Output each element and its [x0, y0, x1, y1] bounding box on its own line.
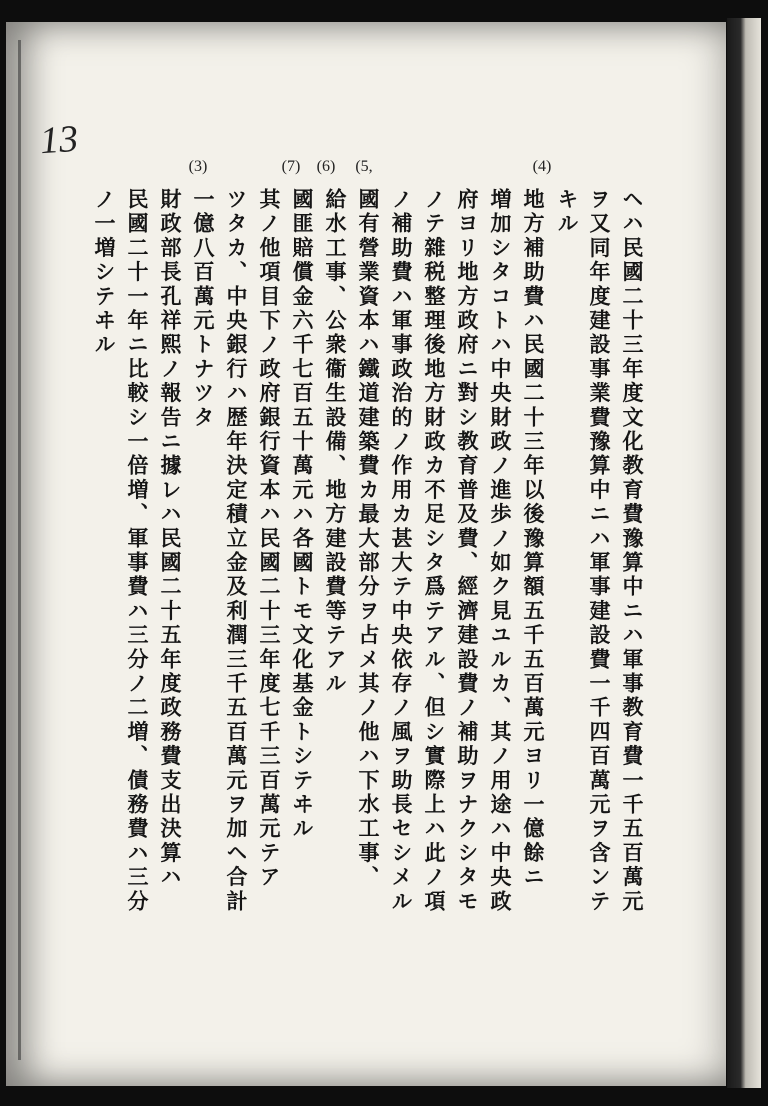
text-column: ヘハ民國二十三年度文化教育費豫算中ニハ軍事教育費一千五百萬元	[620, 188, 645, 914]
text-column: ヲ又同年度建設事業費豫算中ニハ軍事建設費一千四百萬元ヲ含ンテ	[587, 188, 612, 914]
text-column: 一億八百萬元トナツタ	[191, 188, 216, 430]
text-column: ツタカ、中央銀行ハ歴年決定積立金及利潤三千五百萬元ヲ加ヘ合計	[224, 188, 249, 914]
text-column: 給水工事、公衆衞生設備、地方建設費等テアル	[323, 188, 348, 697]
section-marker-3: (3)	[188, 158, 208, 175]
text-column: 民國二十一年ニ比較シ一倍増、軍事費ハ三分ノ二増、債務費ハ三分	[125, 188, 150, 914]
text-column: 地方補助費ハ民國二十三年以後豫算額五千五百萬元ヨリ一億餘ニ	[521, 188, 546, 890]
text-column: 増加シタコトハ中央財政ノ進歩ノ如ク見ユルカ、其ノ用途ハ中央政	[488, 188, 513, 914]
text-column: キル	[555, 188, 580, 237]
page-number: 13	[38, 117, 80, 163]
text-column: ノ補助費ハ軍事政治的ノ作用カ甚大テ中央依存ノ風ヲ助長セシメル	[389, 188, 414, 914]
section-marker-6: (6)	[316, 158, 336, 175]
text-column: 國有營業資本ハ鐵道建築費カ最大部分ヲ占メ其ノ他ハ下水工事、	[356, 188, 381, 890]
binding-shadow	[18, 40, 21, 1060]
text-column: 財政部長孔祥熙ノ報告ニ據レハ民國二十五年度政務費支出決算ハ	[158, 188, 183, 890]
text-column: ノテ雜税整理後地方財政カ不足シタ爲テアル、但シ實際上ハ此ノ項	[422, 188, 447, 914]
section-marker-7: (7)	[281, 158, 301, 175]
text-column: 府ヨリ地方政府ニ對シ教育普及費、經濟建設費ノ補助ヲナクシタモ	[455, 188, 480, 914]
text-column: 其ノ他項目下ノ政府銀行資本ハ民國二十三年度七千三百萬元テア	[257, 188, 282, 890]
section-marker-5: (5,	[355, 158, 373, 175]
facing-page-edge	[727, 18, 761, 1088]
text-column: 國匪賠償金六千七百五十萬元ハ各國トモ文化基金トシテヰル	[290, 188, 315, 842]
text-column: ノ一増シテヰル	[92, 188, 117, 358]
section-marker-4: (4)	[532, 158, 552, 175]
